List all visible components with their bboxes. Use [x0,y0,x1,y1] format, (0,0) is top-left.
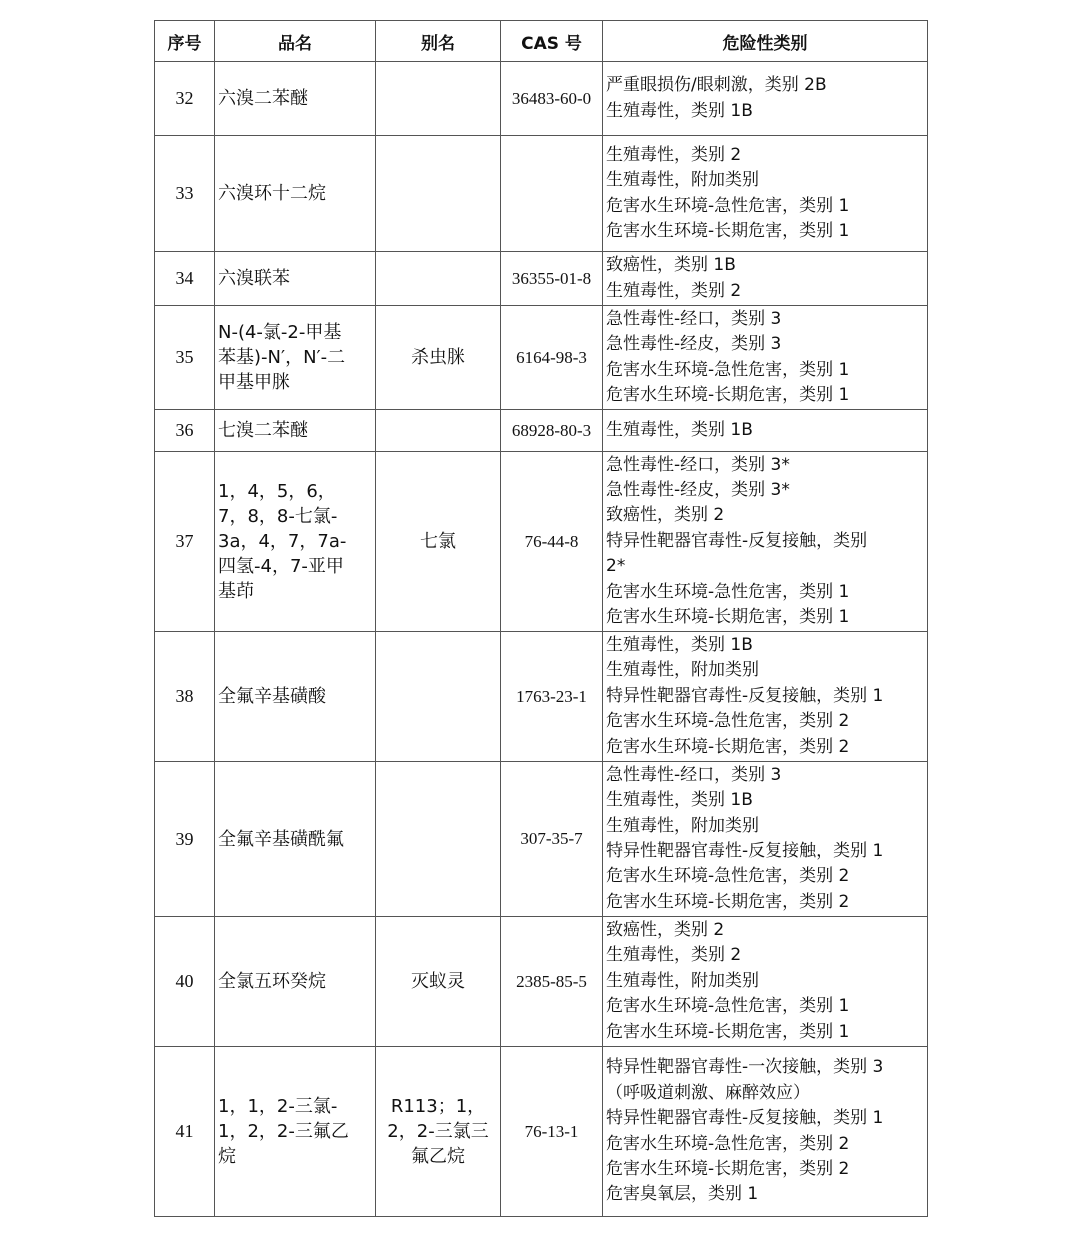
row-index: 41 [155,1047,215,1217]
chemical-name-line: 苯基)-N′，N′-二 [218,347,346,368]
table-body [155,62,928,1217]
cas-number: 36355-01-8 [501,252,603,306]
hazard-classes [603,136,928,252]
hazard-class-line: 生殖毒性，类别 1B [606,790,753,811]
chemical-name-line: N-(4-氯-2-甲基 [218,322,342,343]
hazard-class-line: 危害水生环境-长期危害，类别 2 [606,1158,850,1179]
hazard-classes [603,917,928,1047]
hazard-class-line: 生殖毒性，附加类别 [606,170,759,191]
hazardous-chemicals-table [154,20,928,1217]
table-row [155,410,928,452]
table-row [155,1047,928,1217]
chemical-name [215,410,376,452]
cas-number: 2385-85-5 [501,917,603,1047]
hazard-class-line: 致癌性，类别 2 [606,505,725,526]
table-row [155,306,928,410]
row-index: 33 [155,136,215,252]
hazard-classes [603,632,928,762]
hazard-class-line: 生殖毒性，类别 1B [606,419,753,440]
chemical-name-line: 3a，4，7，7a- [218,531,347,552]
chemical-name [215,1047,376,1217]
chemical-name-line: 全氟辛基磺酰氟 [218,828,344,850]
hazard-class-line: 生殖毒性，附加类别 [606,815,759,836]
chemical-name-line: 1，4，5，6， [218,481,336,502]
hazard-class-line: 危害水生环境-长期危害，类别 1 [606,220,850,241]
chemical-alias [376,452,501,632]
hazard-class-line: 危害水生环境-急性危害，类别 2 [606,1133,850,1154]
chemical-alias [376,252,501,306]
hazard-class-line: 危害水生环境-急性危害，类别 1 [606,581,850,602]
hazard-class-line: 特异性靶器官毒性-反复接触，类别 1 [606,1108,884,1129]
chemical-name-line: 七溴二苯醚 [218,420,308,441]
hazard-class-line: 生殖毒性，附加类别 [606,970,759,991]
chemical-name-line: 烷 [218,1146,236,1167]
chemical-alias [376,632,501,762]
hazard-classes [603,306,928,410]
chemical-name [215,136,376,252]
hazard-class-line: 急性毒性-经口，类别 3 [606,308,782,329]
hazard-class-line: 危害水生环境-长期危害，类别 1 [606,384,850,405]
chemical-alias-line: 氟乙烷 [411,1146,465,1167]
hazard-classes [603,1047,928,1217]
hazard-class-line: 特异性靶器官毒性-反复接触，类别 1 [606,685,884,706]
cas-number: 76-44-8 [501,452,603,632]
chemical-name [215,62,376,136]
table-row [155,632,928,762]
hazard-class-line: 特异性靶器官毒性-一次接触，类别 3 [606,1057,884,1078]
chemical-name-line: 全氟辛基磺酸 [218,686,326,707]
chemical-name [215,917,376,1047]
row-index: 35 [155,306,215,410]
hazard-class-line: 危害水生环境-急性危害，类别 1 [606,195,850,216]
hazard-class-line: 2* [606,556,626,577]
hazard-class-line: 危害水生环境-长期危害，类别 2 [606,736,850,757]
hazard-class-line: 危害水生环境-长期危害，类别 1 [606,607,850,628]
hazard-class-line: 危害臭氧层，类别 1 [606,1184,759,1205]
row-index: 39 [155,762,215,917]
hazard-classes [603,410,928,452]
chemical-name [215,306,376,410]
hazard-class-line: 特异性靶器官毒性-反复接触，类别 1 [606,841,884,861]
chemical-name-line: 基茚 [218,581,254,602]
header-hazard-class: 危险性类别 [603,21,928,62]
row-index: 32 [155,62,215,136]
cas-number: 6164-98-3 [501,306,603,410]
hazard-class-line: 危害水生环境-急性危害，类别 2 [606,866,850,887]
hazard-class-line: 致癌性，类别 1B [606,255,736,276]
header-index: 序号 [155,21,215,62]
cas-number [501,136,603,252]
chemical-alias [376,62,501,136]
chemical-name [215,452,376,632]
chemical-name-line: 四氢-4，7-亚甲 [218,556,344,577]
cas-number: 307-35-7 [501,762,603,917]
hazard-class-line: 生殖毒性，类别 1B [606,100,753,121]
chemical-name-line: 六溴联苯 [218,268,290,289]
chemical-name-line: 六溴环十二烷 [218,183,326,204]
cas-number: 36483-60-0 [501,62,603,136]
hazard-class-line: 急性毒性-经口，类别 3* [606,454,790,475]
row-index: 34 [155,252,215,306]
row-index: 36 [155,410,215,452]
table-row [155,762,928,917]
hazard-class-line: 危害水生环境-长期危害，类别 2 [606,891,850,912]
chemical-name-line: 7，8，8-七氯- [218,506,338,527]
hazard-class-line: 危害水生环境-长期危害，类别 1 [606,1021,850,1042]
hazard-class-line: 危害水生环境-急性危害，类别 2 [606,711,850,732]
chemical-alias-line: R113；1， [390,1096,486,1117]
table-row [155,452,928,632]
header-alias: 别名 [376,21,501,62]
hazard-class-line: 急性毒性-经皮，类别 3* [606,479,790,500]
hazard-class-line: 生殖毒性，类别 2 [606,945,742,966]
chemical-alias-line: 灭蚁灵 [411,971,465,992]
header-row [155,21,928,62]
chemical-name [215,632,376,762]
chemical-alias [376,306,501,410]
table-row [155,917,928,1047]
chemical-alias-line: 杀虫脒 [411,347,465,368]
hazard-class-line: 生殖毒性，类别 2 [606,280,742,301]
cas-number: 1763-23-1 [501,632,603,762]
hazard-classes [603,762,928,917]
chemical-name-line: 1，1，2-三氯- [218,1096,338,1117]
row-index: 40 [155,917,215,1047]
chemical-name-line: 六溴二苯醚 [218,88,308,109]
row-index: 38 [155,632,215,762]
hazard-class-line: 致癌性，类别 2 [606,919,725,940]
chemical-alias [376,1047,501,1217]
hazard-classes [603,452,928,632]
hazard-class-line: 急性毒性-经皮，类别 3 [606,334,782,355]
hazard-class-line: 危害水生环境-急性危害，类别 1 [606,996,850,1017]
chemical-alias-line: 七氯 [420,531,456,552]
hazard-classes [603,62,928,136]
chemical-name [215,252,376,306]
table-row [155,62,928,136]
chemical-name-line: 1，2，2-三氟乙 [218,1121,349,1142]
hazard-class-line: 危害水生环境-急性危害，类别 1 [606,359,850,380]
chemical-name-line: 甲基甲脒 [218,372,290,393]
chemical-alias-line: 2，2-三氯三 [387,1121,489,1142]
hazard-class-line: 特异性靶器官毒性-反复接触，类别 [606,530,868,551]
chemical-alias [376,410,501,452]
hazard-class-line: 急性毒性-经口，类别 3 [606,764,782,785]
hazard-class-line: 严重眼损伤/眼刺激，类别 2B [606,75,827,96]
chemical-alias [376,917,501,1047]
row-index: 37 [155,452,215,632]
table-row [155,252,928,306]
cas-number: 68928-80-3 [501,410,603,452]
header-cas: CAS 号 [501,21,603,62]
hazard-class-line: （呼吸道刺激、麻醉效应） [606,1082,810,1103]
hazard-class-line: 生殖毒性，类别 1B [606,634,753,655]
header-name: 品名 [215,21,376,62]
table-row [155,136,928,252]
hazard-class-line: 生殖毒性，类别 2 [606,144,742,165]
chemical-name [215,762,376,917]
chemical-alias [376,762,501,917]
hazard-classes [603,252,928,306]
cas-number: 76-13-1 [501,1047,603,1217]
chemical-name-line: 全氯五环癸烷 [218,971,326,992]
chemical-alias [376,136,501,252]
hazard-class-line: 生殖毒性，附加类别 [606,660,759,681]
